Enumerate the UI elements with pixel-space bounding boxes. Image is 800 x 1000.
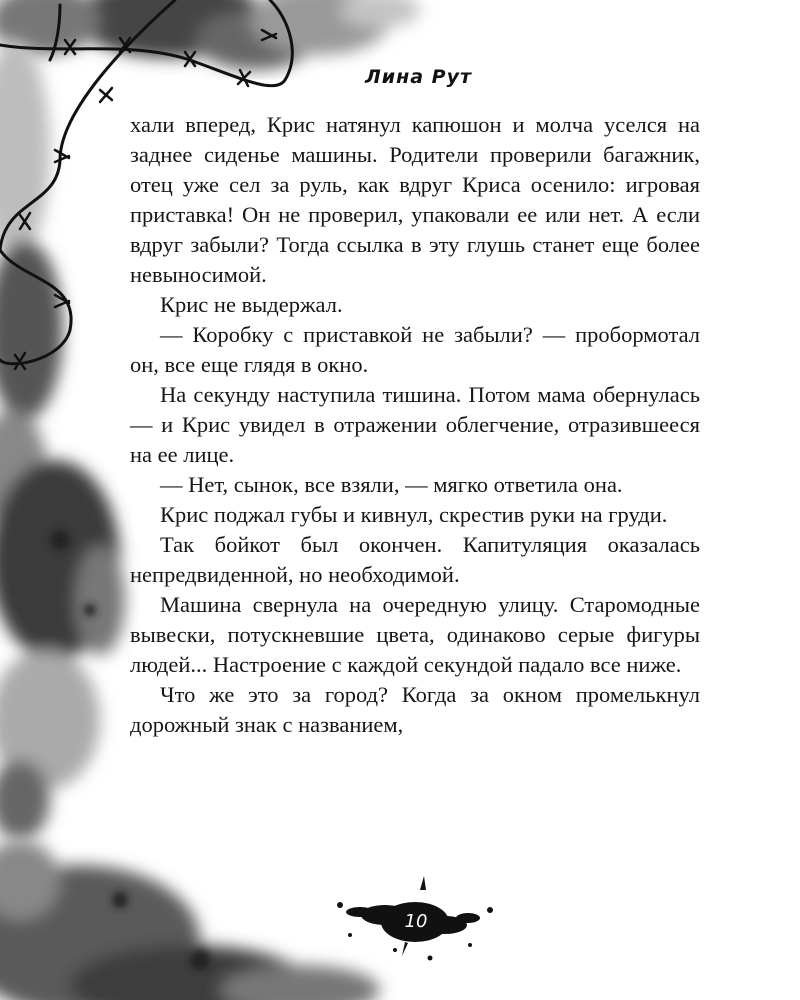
page-number: 10 [404,911,428,932]
paragraph: Крис не выдержал. [160,292,343,317]
paragraph: Что же это за город? Когда за окном промелькнул дорожный знак с названием, [130,682,700,737]
paragraph: хали вперед, Крис натянул капюшон и молча уселся на заднее сиденье машины. Родители проверили багажник, отец уже сел за руль, как вдруг Криса осенило: игровая приставка! Он не проверил, упаковали ее или нет. А если вдруг забыли? Тогда ссылка в эту глушь станет еще более невыносимой. [130,112,700,287]
paragraph: — Нет, сынок, все взяли, — мягко ответила она. [160,472,623,497]
paragraph: Машина свернула на очередную улицу. Старомодные вывески, потускневшие цвета, одинаково серые фигуры людей... Настроение с каждой секундой падало все ниже. [130,592,700,677]
paragraph: Крис поджал губы и кивнул, скрестив руки на груди. [160,502,668,527]
paragraph: На секунду наступила тишина. Потом мама обернулась — и Крис увидел в отражении облегчение, отразившееся на ее лице. [130,382,700,467]
running-header-author: Лина Рут [365,66,472,88]
paragraph: Так бойкот был окончен. Капитуляция оказалась непредвиденной, но необходимой. [130,532,700,587]
body-text [130,110,700,740]
paragraph: — Коробку с приставкой не забыли? — пробормотал он, все еще глядя в окно. [130,322,700,377]
